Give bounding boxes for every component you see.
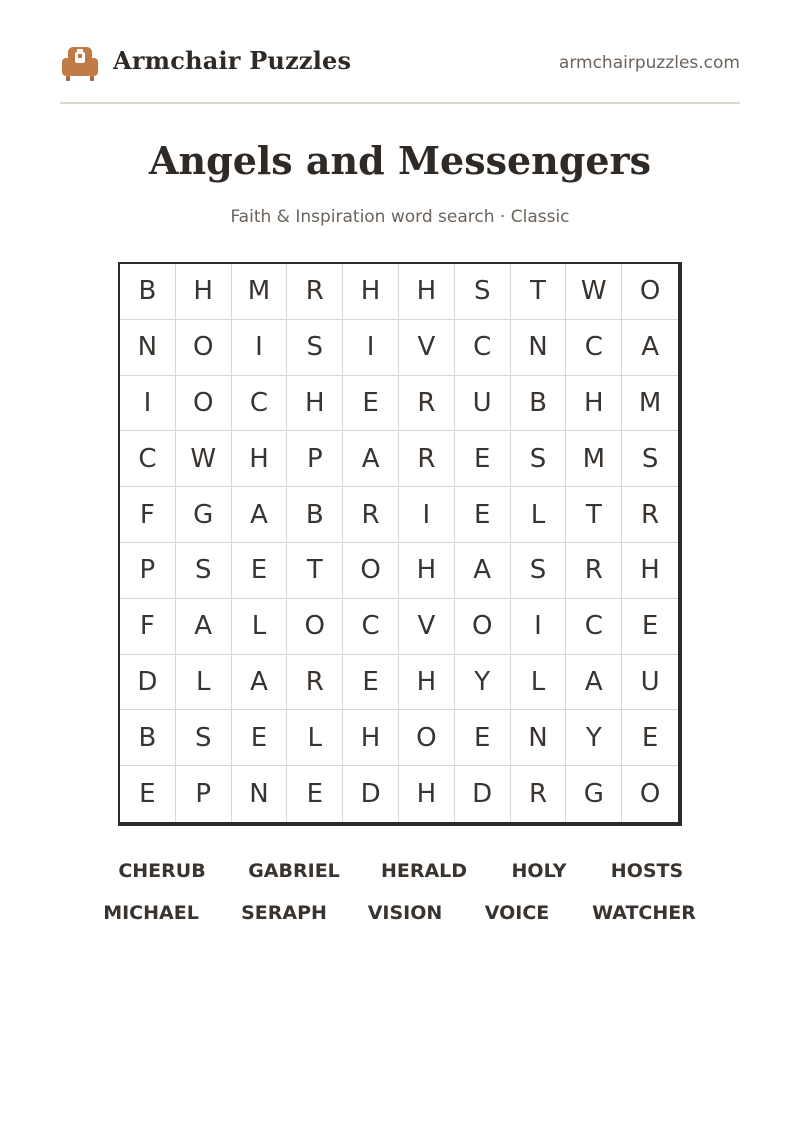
grid-cell[interactable]: P: [176, 766, 232, 822]
grid-cell[interactable]: C: [232, 376, 288, 432]
grid-cell[interactable]: F: [120, 487, 176, 543]
word-search-grid: [118, 262, 682, 826]
grid-cell[interactable]: H: [176, 264, 232, 320]
grid-cell[interactable]: A: [232, 487, 288, 543]
grid-cell[interactable]: O: [343, 543, 399, 599]
grid-cell[interactable]: E: [232, 710, 288, 766]
puzzle-subtitle: Faith & Inspiration word search · Classic: [230, 207, 570, 227]
grid-cell[interactable]: H: [399, 543, 455, 599]
page-header: [60, 40, 740, 88]
grid-cell[interactable]: M: [566, 431, 622, 487]
grid-cell[interactable]: L: [511, 655, 567, 711]
grid-cell[interactable]: I: [399, 487, 455, 543]
word-list-item: WATCHER: [592, 902, 696, 924]
grid-cell[interactable]: E: [120, 766, 176, 822]
grid-cell[interactable]: P: [287, 431, 343, 487]
grid-cell[interactable]: S: [455, 264, 511, 320]
grid-cell[interactable]: E: [622, 710, 678, 766]
grid-cell[interactable]: O: [176, 320, 232, 376]
grid-cell[interactable]: E: [287, 766, 343, 822]
grid-cell[interactable]: B: [511, 376, 567, 432]
word-list-item: SERAPH: [241, 902, 327, 924]
grid-cell[interactable]: R: [343, 487, 399, 543]
word-list-item: GABRIEL: [248, 860, 340, 882]
grid-cell[interactable]: G: [566, 766, 622, 822]
grid-cell[interactable]: S: [176, 710, 232, 766]
word-list-item: VISION: [367, 902, 443, 924]
grid-cell[interactable]: H: [399, 655, 455, 711]
grid-cell[interactable]: E: [455, 431, 511, 487]
grid-cell[interactable]: O: [399, 710, 455, 766]
grid-cell[interactable]: N: [511, 320, 567, 376]
grid-cell[interactable]: D: [120, 655, 176, 711]
grid-cell[interactable]: R: [399, 431, 455, 487]
grid-cell[interactable]: S: [176, 543, 232, 599]
word-list-row: [0, 902, 800, 932]
grid-cell[interactable]: E: [343, 376, 399, 432]
grid-cell[interactable]: R: [399, 376, 455, 432]
grid-cell[interactable]: Y: [566, 710, 622, 766]
grid-cell[interactable]: O: [176, 376, 232, 432]
grid-cell[interactable]: H: [287, 376, 343, 432]
armchair-icon: [60, 44, 100, 84]
grid-cell[interactable]: S: [622, 431, 678, 487]
grid-cell[interactable]: H: [399, 264, 455, 320]
word-list-row: [0, 860, 800, 890]
grid-cell[interactable]: O: [455, 599, 511, 655]
grid-cell[interactable]: F: [120, 599, 176, 655]
grid-cell[interactable]: O: [639, 779, 661, 810]
grid-cell[interactable]: B: [120, 710, 176, 766]
grid-cell[interactable]: W: [566, 264, 622, 320]
grid-cell[interactable]: H: [232, 431, 288, 487]
grid-cell[interactable]: L: [232, 599, 288, 655]
grid-cell[interactable]: T: [566, 487, 622, 543]
grid-cell[interactable]: D: [343, 766, 399, 822]
grid-cell[interactable]: N: [511, 710, 567, 766]
grid-cell[interactable]: A: [622, 320, 678, 376]
grid-cell[interactable]: E: [343, 655, 399, 711]
grid-cell[interactable]: D: [455, 766, 511, 822]
grid-cell[interactable]: R: [287, 264, 343, 320]
grid-cell[interactable]: A: [455, 543, 511, 599]
word-list-item: VOICE: [484, 902, 550, 924]
grid-cell[interactable]: S: [511, 543, 567, 599]
grid-cell[interactable]: M: [232, 264, 288, 320]
grid-cell[interactable]: M: [622, 376, 678, 432]
grid-cell[interactable]: B: [120, 264, 176, 320]
grid-cell[interactable]: R: [287, 655, 343, 711]
grid-cell[interactable]: W: [176, 431, 232, 487]
site-url[interactable]: armchairpuzzles.com: [558, 53, 740, 73]
grid-cell[interactable]: A: [343, 431, 399, 487]
grid-cell[interactable]: R: [622, 487, 678, 543]
grid-cell[interactable]: G: [176, 487, 232, 543]
grid-cell[interactable]: S: [287, 320, 343, 376]
grid-cell[interactable]: I: [511, 599, 567, 655]
word-list-item: HOLY: [511, 860, 567, 882]
grid-cell[interactable]: I: [343, 320, 399, 376]
grid-cell[interactable]: E: [232, 543, 288, 599]
grid-cell[interactable]: U: [455, 376, 511, 432]
grid-cell[interactable]: A: [176, 599, 232, 655]
grid-cell[interactable]: T: [287, 543, 343, 599]
grid-cell[interactable]: S: [511, 431, 567, 487]
grid-cell[interactable]: L: [176, 655, 232, 711]
grid-cell[interactable]: V: [399, 599, 455, 655]
grid-cell[interactable]: C: [120, 431, 176, 487]
grid-cell[interactable]: U: [622, 655, 678, 711]
grid-cell[interactable]: O: [287, 599, 343, 655]
grid-cell[interactable]: A: [566, 655, 622, 711]
grid-cell[interactable]: E: [622, 599, 678, 655]
grid-cell[interactable]: E: [455, 487, 511, 543]
grid-cell[interactable]: C: [343, 599, 399, 655]
grid-cell[interactable]: T: [511, 264, 567, 320]
grid-cell[interactable]: A: [232, 655, 288, 711]
grid-cell[interactable]: L: [287, 710, 343, 766]
grid-cell[interactable]: R: [566, 543, 622, 599]
grid-cell[interactable]: C: [566, 599, 622, 655]
grid-cell[interactable]: L: [511, 487, 567, 543]
grid-cell[interactable]: N: [120, 320, 176, 376]
word-list-item: HOSTS: [610, 860, 684, 882]
grid-cell[interactable]: I: [232, 320, 288, 376]
grid-cell[interactable]: C: [455, 320, 511, 376]
grid-cell[interactable]: P: [120, 543, 176, 599]
word-list-item: HERALD: [380, 860, 468, 882]
grid-cell[interactable]: H: [343, 264, 399, 320]
grid-cell[interactable]: C: [566, 320, 622, 376]
grid-cell[interactable]: I: [120, 376, 176, 432]
word-list-item: CHERUB: [118, 860, 206, 882]
grid-cell[interactable]: N: [232, 766, 288, 822]
grid-cell[interactable]: R: [511, 766, 567, 822]
puzzle-title: Angels and Messengers: [149, 138, 651, 183]
grid-cell[interactable]: H: [622, 543, 678, 599]
grid-cell[interactable]: H: [343, 710, 399, 766]
grid-cell[interactable]: E: [455, 710, 511, 766]
word-list-item: MICHAEL: [103, 902, 199, 924]
grid-cell[interactable]: V: [399, 320, 455, 376]
grid-cell[interactable]: H: [566, 376, 622, 432]
grid-cell[interactable]: Y: [455, 655, 511, 711]
header-divider: [60, 102, 740, 104]
grid-cell[interactable]: O: [622, 264, 678, 320]
grid-cell[interactable]: H: [399, 766, 455, 822]
brand-name: Armchair Puzzles: [113, 46, 352, 75]
grid-cell[interactable]: B: [287, 487, 343, 543]
